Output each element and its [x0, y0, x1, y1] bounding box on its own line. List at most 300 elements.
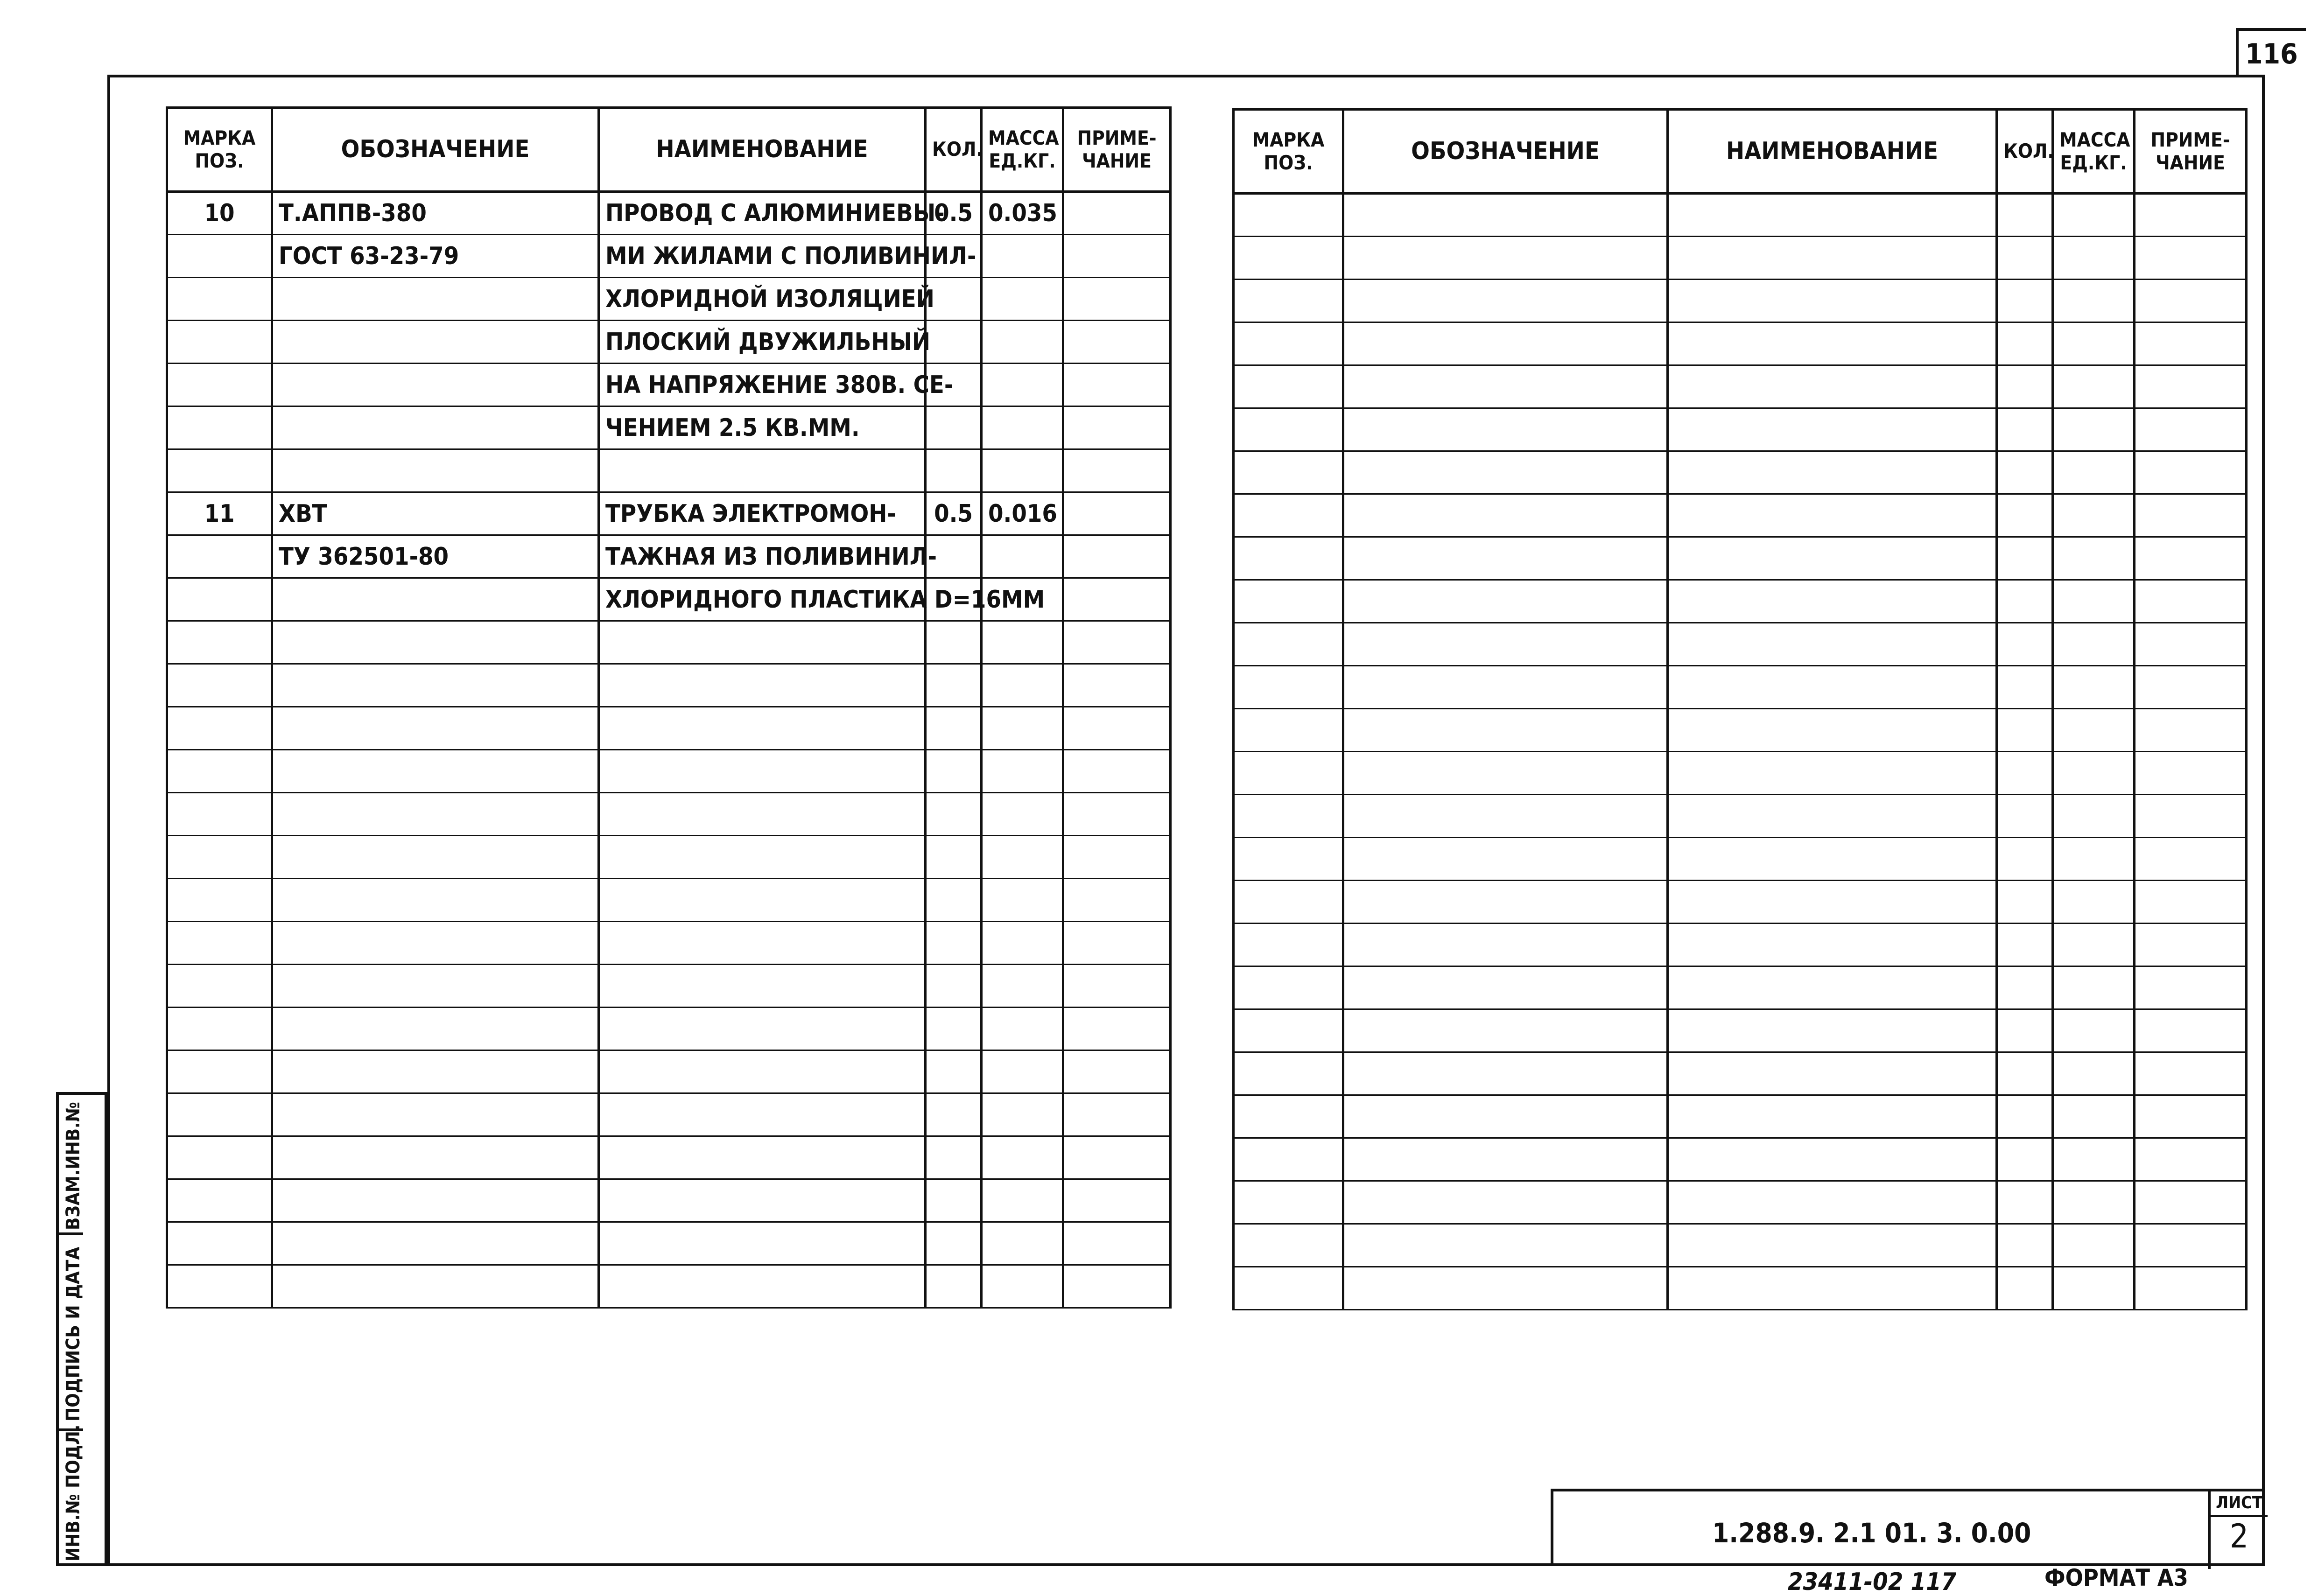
table-row [167, 321, 1171, 364]
cell-name [1668, 1009, 1997, 1052]
cell-qty [1997, 1009, 2053, 1052]
cell-note [1063, 1265, 1171, 1308]
cell-mark [167, 1265, 272, 1308]
cell-designation [272, 793, 599, 836]
col-header-qty: КОЛ. [926, 108, 982, 192]
cell-mass [2053, 623, 2135, 666]
table-row [167, 1136, 1171, 1179]
cell-mark [167, 664, 272, 707]
cell-name [1668, 322, 1997, 365]
cell-mass [982, 1179, 1063, 1222]
cell-name [599, 750, 926, 793]
cell-note [1063, 879, 1171, 922]
cell-name [599, 836, 926, 879]
cell-qty [926, 1008, 982, 1050]
cell-mass [2053, 537, 2135, 580]
table-row [167, 406, 1171, 449]
cell-note [2135, 838, 2247, 881]
cell-name [599, 922, 926, 965]
cell-name [1668, 795, 1997, 838]
cell-note [1063, 535, 1171, 578]
cell-qty [1997, 1052, 2053, 1095]
cell-note [2135, 752, 2247, 795]
cell-designation: ГОСТ 63-23-79 [272, 235, 599, 278]
cell-name: ТРУБКА ЭЛЕКТРОМОН- [599, 492, 926, 535]
cell-mark [1234, 408, 1343, 451]
cell-mark [167, 1008, 272, 1050]
cell-name [1668, 451, 1997, 494]
cell-mark [1234, 280, 1343, 322]
table-row [1234, 237, 2247, 280]
cell-mass [2053, 322, 2135, 365]
cell-name [1668, 924, 1997, 966]
cell-designation [1343, 795, 1668, 838]
cell-note [1063, 1222, 1171, 1265]
table-row [1234, 666, 2247, 709]
cell-mark [167, 750, 272, 793]
cell-note [2135, 795, 2247, 838]
cell-note [1063, 406, 1171, 449]
cell-mark [1234, 838, 1343, 881]
cell-mass [982, 1050, 1063, 1093]
cell-qty [926, 793, 982, 836]
table-row [167, 578, 1171, 621]
cell-note [1063, 707, 1171, 750]
cell-qty [1997, 451, 2053, 494]
cell-designation [272, 707, 599, 750]
cell-qty [1997, 1138, 2053, 1181]
cell-mark [1234, 237, 1343, 280]
table-row [167, 535, 1171, 578]
cell-mass [982, 707, 1063, 750]
cell-mark [167, 965, 272, 1008]
table-row [1234, 280, 2247, 322]
cell-mass [982, 1222, 1063, 1265]
cell-name [599, 664, 926, 707]
cell-designation [272, 879, 599, 922]
side-stamp-field-3: ВЗАМ.ИНВ.№ [63, 1102, 84, 1230]
cell-qty [1997, 408, 2053, 451]
cell-name [599, 449, 926, 492]
cell-name [1668, 1095, 1997, 1138]
cell-mass [2053, 1224, 2135, 1267]
table-row [167, 1093, 1171, 1136]
cell-name [1668, 1224, 1997, 1267]
cell-mark [167, 449, 272, 492]
table-row [167, 1179, 1171, 1222]
cell-designation [272, 664, 599, 707]
cell-qty [1997, 537, 2053, 580]
cell-note [2135, 365, 2247, 408]
cell-qty [926, 1093, 982, 1136]
cell-designation [1343, 752, 1668, 795]
cell-designation [272, 1222, 599, 1265]
cell-name: МИ ЖИЛАМИ С ПОЛИВИНИЛ- [599, 235, 926, 278]
col-header-note: ПРИМЕ-ЧАНИЕ [2135, 110, 2247, 194]
cell-mark: 11 [167, 492, 272, 535]
cell-designation [1343, 280, 1668, 322]
cell-qty [926, 1050, 982, 1093]
cell-mass [2053, 966, 2135, 1009]
cell-qty [926, 922, 982, 965]
cell-mark [1234, 494, 1343, 537]
cell-designation [1343, 666, 1668, 709]
cell-designation [1343, 1009, 1668, 1052]
cell-qty [1997, 322, 2053, 365]
table-row [167, 1050, 1171, 1093]
cell-note [2135, 1009, 2247, 1052]
cell-mark [1234, 1224, 1343, 1267]
cell-note [2135, 322, 2247, 365]
cell-qty [1997, 1267, 2053, 1310]
table-row [1234, 408, 2247, 451]
cell-name [1668, 838, 1997, 881]
cell-name [1668, 280, 1997, 322]
col-header-mark: МАРКА ПОЗ. [1234, 110, 1343, 194]
cell-name [1668, 1267, 1997, 1310]
cell-name [599, 1008, 926, 1050]
title-block [1551, 1489, 2265, 1566]
cell-name [1668, 1052, 1997, 1095]
cell-designation [1343, 1138, 1668, 1181]
table-row [167, 965, 1171, 1008]
cell-mass [2053, 795, 2135, 838]
cell-mass [2053, 924, 2135, 966]
cell-designation [272, 1179, 599, 1222]
cell-qty [926, 449, 982, 492]
table-row [1234, 1267, 2247, 1310]
cell-note [2135, 623, 2247, 666]
cell-mark [1234, 924, 1343, 966]
cell-designation [272, 922, 599, 965]
cell-qty [1997, 1224, 2053, 1267]
cell-note [1063, 1179, 1171, 1222]
side-stamp-field-1: ИНВ.№ ПОДЛ. [63, 1424, 84, 1561]
corner-page-number: 116 [2236, 28, 2306, 75]
cell-mark [1234, 795, 1343, 838]
cell-note [1063, 235, 1171, 278]
cell-name: ХЛОРИДНОЙ ИЗОЛЯЦИЕЙ [599, 278, 926, 321]
table-row [1234, 709, 2247, 752]
cell-name [1668, 1138, 1997, 1181]
cell-name: ЧЕНИЕМ 2.5 КВ.ММ. [599, 406, 926, 449]
cell-qty [1997, 280, 2053, 322]
cell-name: ПЛОСКИЙ ДВУЖИЛЬНЫЙ [599, 321, 926, 364]
cell-mark [167, 879, 272, 922]
cell-note [1063, 278, 1171, 321]
table-row [1234, 537, 2247, 580]
cell-mark [167, 278, 272, 321]
cell-designation [1343, 451, 1668, 494]
cell-qty [926, 1136, 982, 1179]
cell-mass: 0.035 [982, 192, 1063, 235]
cell-designation [1343, 966, 1668, 1009]
cell-designation [272, 750, 599, 793]
cell-mark [1234, 666, 1343, 709]
cell-mass [982, 965, 1063, 1008]
cell-name: ПРОВОД С АЛЮМИНИЕВЫ- [599, 192, 926, 235]
cell-note [1063, 793, 1171, 836]
cell-name [1668, 709, 1997, 752]
cell-note [1063, 922, 1171, 965]
table-row [167, 707, 1171, 750]
cell-qty [1997, 1181, 2053, 1224]
table-row [167, 793, 1171, 836]
cell-note [2135, 408, 2247, 451]
col-header-mass: МАССА ЕД.КГ. [2053, 110, 2135, 194]
cell-mark [167, 535, 272, 578]
table-row [1234, 1181, 2247, 1224]
cell-mass [982, 321, 1063, 364]
cell-note [2135, 1267, 2247, 1310]
cell-mass [2053, 580, 2135, 623]
cell-mark [1234, 194, 1343, 237]
cell-qty [1997, 881, 2053, 924]
cell-name [1668, 881, 1997, 924]
cell-mark [167, 621, 272, 664]
cell-mark [167, 406, 272, 449]
left-spec-table [166, 106, 1172, 1309]
cell-designation [1343, 237, 1668, 280]
cell-note [1063, 492, 1171, 535]
cell-mark [167, 1179, 272, 1222]
cell-mass [2053, 1181, 2135, 1224]
cell-designation [1343, 194, 1668, 237]
table-row [1234, 1095, 2247, 1138]
cell-name [599, 1136, 926, 1179]
cell-name [1668, 194, 1997, 237]
cell-note [1063, 364, 1171, 406]
cell-note [2135, 280, 2247, 322]
cell-designation [272, 278, 599, 321]
cell-name [1668, 623, 1997, 666]
cell-qty: 0.5 [926, 192, 982, 235]
table-row [1234, 838, 2247, 881]
cell-designation [272, 364, 599, 406]
cell-name: НА НАПРЯЖЕНИЕ 380В. СЕ- [599, 364, 926, 406]
cell-mark [1234, 1181, 1343, 1224]
cell-qty [1997, 237, 2053, 280]
cell-qty [1997, 580, 2053, 623]
cell-name [599, 793, 926, 836]
cell-designation [1343, 838, 1668, 881]
table-row [167, 879, 1171, 922]
cell-designation [272, 621, 599, 664]
cell-qty [1997, 924, 2053, 966]
cell-mark [1234, 752, 1343, 795]
table-row [1234, 881, 2247, 924]
cell-note [1063, 1136, 1171, 1179]
cell-qty [1997, 194, 2053, 237]
table-row [167, 235, 1171, 278]
cell-qty [926, 321, 982, 364]
cell-mass [982, 449, 1063, 492]
table-row [167, 278, 1171, 321]
cell-mass [982, 278, 1063, 321]
cell-note [2135, 494, 2247, 537]
cell-note [2135, 1095, 2247, 1138]
cell-mark [167, 1222, 272, 1265]
cell-designation [272, 449, 599, 492]
cell-mark [167, 1093, 272, 1136]
table-row [167, 922, 1171, 965]
cell-mass [2053, 752, 2135, 795]
cell-mass [982, 1093, 1063, 1136]
cell-designation [1343, 881, 1668, 924]
table-row [167, 192, 1171, 235]
cell-mass [2053, 881, 2135, 924]
cell-qty [926, 1222, 982, 1265]
cell-designation [272, 1050, 599, 1093]
cell-note [1063, 449, 1171, 492]
cell-designation [1343, 1095, 1668, 1138]
cell-note [1063, 1008, 1171, 1050]
cell-note [1063, 664, 1171, 707]
cell-qty [1997, 623, 2053, 666]
cell-mark [167, 836, 272, 879]
table-row [1234, 623, 2247, 666]
table-row [167, 1008, 1171, 1050]
cell-qty [926, 965, 982, 1008]
table-row [167, 621, 1171, 664]
table-row [1234, 924, 2247, 966]
cell-mark [1234, 966, 1343, 1009]
cell-mark [1234, 881, 1343, 924]
cell-note [2135, 451, 2247, 494]
table-row [167, 492, 1171, 535]
cell-designation [272, 578, 599, 621]
cell-mark [1234, 1095, 1343, 1138]
archive-number: 23411-02 117 [1788, 1568, 1957, 1596]
cell-designation [1343, 322, 1668, 365]
cell-designation [1343, 1181, 1668, 1224]
cell-mass [982, 235, 1063, 278]
col-header-name: НАИМЕНОВАНИЕ [599, 108, 926, 192]
cell-qty [926, 707, 982, 750]
table-row [1234, 752, 2247, 795]
sheet-number: 2 [2229, 1517, 2249, 1555]
cell-note [1063, 1050, 1171, 1093]
side-stamp-field-2: ПОДПИСЬ И ДАТА [63, 1246, 84, 1421]
cell-mass [982, 1265, 1063, 1308]
cell-mark [1234, 580, 1343, 623]
cell-mark [167, 922, 272, 965]
cell-designation [1343, 365, 1668, 408]
cell-mark [167, 1136, 272, 1179]
cell-mark [167, 321, 272, 364]
cell-mass [2053, 1095, 2135, 1138]
cell-mass [2053, 1009, 2135, 1052]
cell-name [599, 1179, 926, 1222]
cell-mass [982, 750, 1063, 793]
table-row [167, 364, 1171, 406]
cell-note [1063, 192, 1171, 235]
cell-mass [2053, 666, 2135, 709]
cell-note [2135, 580, 2247, 623]
cell-name [599, 1222, 926, 1265]
cell-designation [272, 1008, 599, 1050]
cell-designation [1343, 494, 1668, 537]
cell-designation [1343, 537, 1668, 580]
cell-note [2135, 966, 2247, 1009]
cell-note [1063, 836, 1171, 879]
table-row [1234, 1009, 2247, 1052]
table-row [167, 1222, 1171, 1265]
col-header-mass: МАССА ЕД.КГ. [982, 108, 1063, 192]
cell-mark [1234, 709, 1343, 752]
cell-name [599, 879, 926, 922]
cell-qty [926, 664, 982, 707]
side-stamp [56, 1092, 107, 1566]
cell-mass [982, 793, 1063, 836]
cell-mass [982, 1136, 1063, 1179]
format-label: ФОРМАТ А3 [2044, 1564, 2188, 1591]
cell-designation [1343, 1052, 1668, 1095]
cell-mass [982, 1008, 1063, 1050]
cell-note [2135, 1181, 2247, 1224]
cell-mark [167, 578, 272, 621]
cell-mark [167, 1050, 272, 1093]
cell-mass [982, 836, 1063, 879]
cell-note [1063, 621, 1171, 664]
cell-note [1063, 965, 1171, 1008]
table-row [167, 836, 1171, 879]
cell-designation [1343, 580, 1668, 623]
cell-qty [926, 1179, 982, 1222]
cell-name [1668, 666, 1997, 709]
cell-mark [1234, 1009, 1343, 1052]
cell-qty [1997, 752, 2053, 795]
cell-designation: ХВТ [272, 492, 599, 535]
cell-mass [982, 664, 1063, 707]
table-row [167, 664, 1171, 707]
right-spec-table [1232, 108, 2248, 1310]
cell-name [1668, 365, 1997, 408]
cell-qty [1997, 838, 2053, 881]
cell-designation [272, 1136, 599, 1179]
cell-mark [1234, 1052, 1343, 1095]
cell-qty [926, 621, 982, 664]
cell-qty [926, 1265, 982, 1308]
cell-designation [272, 836, 599, 879]
cell-mass [2053, 1138, 2135, 1181]
table-row [1234, 494, 2247, 537]
sheet-label: ЛИСТ [2211, 1491, 2268, 1517]
cell-name [1668, 494, 1997, 537]
cell-name [1668, 237, 1997, 280]
cell-name [1668, 537, 1997, 580]
cell-qty [1997, 1095, 2053, 1138]
cell-mark [1234, 1138, 1343, 1181]
cell-note [1063, 1093, 1171, 1136]
cell-qty [1997, 795, 2053, 838]
cell-name [599, 965, 926, 1008]
sheet-cell [2208, 1491, 2268, 1569]
cell-note [2135, 709, 2247, 752]
cell-mark [1234, 322, 1343, 365]
table-row [1234, 322, 2247, 365]
table-row [1234, 795, 2247, 838]
cell-mass [982, 364, 1063, 406]
cell-mark [1234, 1267, 1343, 1310]
table-row [1234, 194, 2247, 237]
table-row [167, 449, 1171, 492]
cell-mass: 0.016 [982, 492, 1063, 535]
table-row [1234, 966, 2247, 1009]
cell-note [2135, 194, 2247, 237]
cell-designation [272, 965, 599, 1008]
cell-qty [926, 750, 982, 793]
